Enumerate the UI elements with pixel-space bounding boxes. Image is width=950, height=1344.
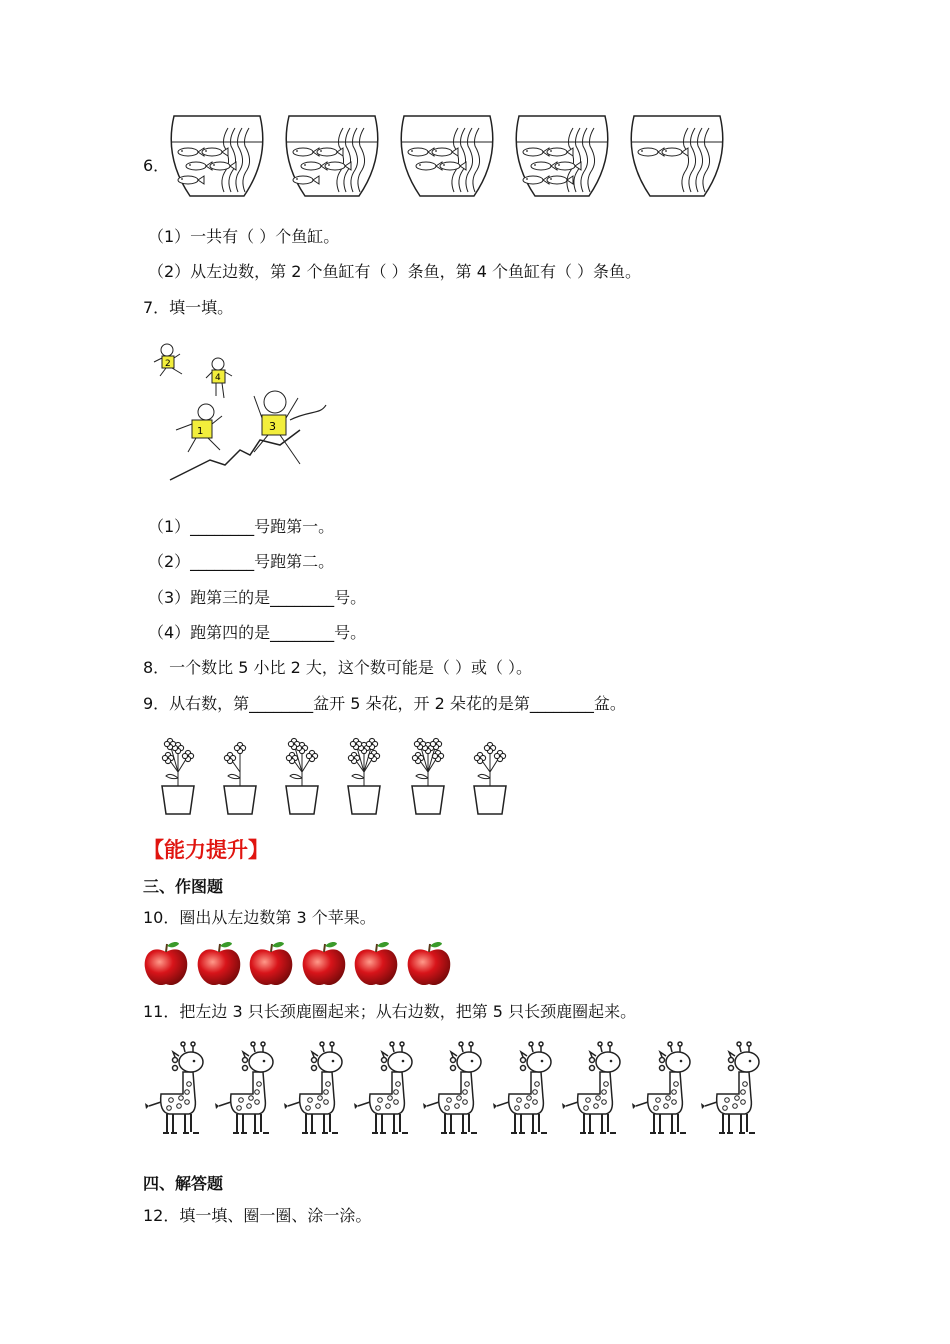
fish-tank-4 — [513, 112, 611, 204]
giraffe-5 — [423, 1042, 487, 1138]
giraffe-spot — [723, 1106, 728, 1111]
giraffe-spot — [308, 1098, 313, 1103]
runner-3 — [254, 391, 300, 464]
giraffe-spot — [725, 1098, 730, 1103]
apple-leaf — [220, 942, 232, 947]
giraffe-spot — [254, 1090, 259, 1095]
giraffe-1 — [145, 1042, 209, 1138]
apple-4 — [301, 940, 347, 988]
leaf — [478, 774, 490, 778]
q6-sub2: （2）从左边数，第 2 个鱼缸有（ ）条鱼，第 4 个鱼缸有（ ）条鱼。 — [148, 262, 642, 281]
giraffe-spot — [741, 1100, 746, 1105]
runner-1 — [176, 404, 222, 452]
q8-text: 8．一个数比 5 小比 2 大，这个数可能是（ ）或（ ）。 — [143, 658, 533, 677]
pot — [348, 786, 380, 814]
giraffe-spot — [445, 1106, 450, 1111]
flower — [484, 742, 495, 753]
giraffe-spot — [655, 1098, 660, 1103]
giraffe-spot — [306, 1106, 311, 1111]
fish-tank-5 — [628, 112, 726, 204]
giraffe-spot — [326, 1082, 331, 1087]
giraffe-3 — [284, 1042, 348, 1138]
giraffe-spot — [524, 1104, 529, 1109]
leaf — [290, 774, 302, 778]
apple-6 — [406, 940, 452, 988]
giraffe-spot — [455, 1104, 460, 1109]
giraffe-spot — [534, 1082, 539, 1087]
giraffe-spot — [584, 1106, 589, 1111]
apple-leaf — [167, 942, 179, 947]
runner-2 — [154, 344, 182, 376]
flower — [162, 752, 173, 763]
apple-leaf — [430, 942, 442, 947]
giraffe-spot — [254, 1100, 259, 1105]
giraffe-spot — [324, 1100, 329, 1105]
giraffe-spot — [248, 1096, 253, 1101]
giraffe-spot — [393, 1100, 398, 1105]
giraffe-spot — [602, 1090, 607, 1095]
q7-sub1: （1）________号跑第一。 — [148, 517, 335, 536]
flower — [494, 750, 505, 761]
giraffe-spot — [663, 1104, 668, 1109]
giraffe-spot — [169, 1098, 174, 1103]
apple-leaf — [377, 942, 389, 947]
pot — [224, 786, 256, 814]
giraffe-spot — [395, 1082, 400, 1087]
leaf — [352, 774, 364, 778]
giraffe-spot — [665, 1096, 670, 1101]
flower-pot-3 — [282, 738, 322, 818]
giraffe-spot — [393, 1090, 398, 1095]
giraffe-spot — [375, 1106, 380, 1111]
runner-3-number: 3 — [269, 420, 276, 433]
q6-sub1: （1）一共有（ ）个鱼缸。 — [148, 227, 340, 246]
giraffe-spot — [514, 1106, 519, 1111]
giraffe-spot — [256, 1082, 261, 1087]
q12-text: 12．填一填、圈一圈、涂一涂。 — [143, 1206, 372, 1225]
giraffe-spot — [743, 1082, 748, 1087]
giraffe-spot — [596, 1096, 601, 1101]
giraffe-spot — [671, 1090, 676, 1095]
flower-pot-6 — [470, 738, 510, 818]
giraffe-spot — [447, 1098, 452, 1103]
giraffe-spot — [177, 1104, 182, 1109]
giraffe-spot — [318, 1096, 323, 1101]
giraffe-spot — [673, 1082, 678, 1087]
giraffe-spot — [167, 1106, 172, 1111]
section-3-heading: 三、作图题 — [143, 877, 224, 896]
giraffe-spot — [463, 1090, 468, 1095]
giraffe-spot — [602, 1100, 607, 1105]
giraffe-spot — [187, 1082, 192, 1087]
giraffe-2 — [215, 1042, 279, 1138]
q10-text: 10．圈出从左边数第 3 个苹果。 — [143, 908, 376, 927]
giraffe-spot — [532, 1100, 537, 1105]
runner-1-number: 1 — [197, 426, 204, 437]
giraffe-spot — [236, 1106, 241, 1111]
q7-title: 7．填一填。 — [143, 298, 234, 317]
giraffe-spot — [526, 1096, 531, 1101]
runner-4-number: 4 — [215, 373, 221, 383]
runner-2-number: 2 — [165, 359, 171, 369]
giraffe-spot — [324, 1090, 329, 1095]
giraffe-spot — [185, 1090, 190, 1095]
giraffe-4 — [354, 1042, 418, 1138]
leaf — [228, 774, 240, 778]
flower — [348, 752, 359, 763]
giraffe-spot — [457, 1096, 462, 1101]
flower-pot-1 — [158, 738, 198, 818]
apple-1 — [143, 940, 189, 988]
runners-picture — [150, 340, 330, 480]
q7-sub2: （2）________号跑第二。 — [148, 552, 335, 571]
giraffe-spot — [377, 1098, 382, 1103]
giraffe-8 — [632, 1042, 696, 1138]
apple-leaf — [325, 942, 337, 947]
flower — [474, 752, 485, 763]
giraffe-spot — [604, 1082, 609, 1087]
giraffe-spot — [586, 1098, 591, 1103]
q9-text: 9．从右数，第________盆开 5 朵花，开 2 朵花的是第________盆。 — [143, 694, 626, 713]
flower-pot-2 — [220, 738, 260, 818]
giraffe-spot — [465, 1082, 470, 1087]
giraffe-spot — [516, 1098, 521, 1103]
apple-leaf — [272, 942, 284, 947]
giraffe-spot — [741, 1090, 746, 1095]
apple-2 — [196, 940, 242, 988]
giraffe-spot — [671, 1100, 676, 1105]
giraffe-spot — [532, 1090, 537, 1095]
section-4-heading: 四、解答题 — [143, 1174, 224, 1193]
fish-tank-3 — [398, 112, 496, 204]
q11-text: 11．把左边 3 只长颈鹿圈起来；从右边数，把第 5 只长颈鹿圈起来。 — [143, 1002, 637, 1021]
giraffe-spot — [238, 1098, 243, 1103]
giraffe-spot — [179, 1096, 184, 1101]
apple-3 — [248, 940, 294, 988]
flower — [224, 752, 235, 763]
giraffe-spot — [185, 1100, 190, 1105]
q7-sub3: （3）跑第三的是________号。 — [148, 588, 367, 607]
giraffe-spot — [735, 1096, 740, 1101]
giraffe-6 — [493, 1042, 557, 1138]
pot — [162, 786, 194, 814]
giraffe-spot — [733, 1104, 738, 1109]
pot — [286, 786, 318, 814]
apple-5 — [353, 940, 399, 988]
fish-tank-2 — [283, 112, 381, 204]
giraffe-spot — [653, 1106, 658, 1111]
giraffe-spot — [463, 1100, 468, 1105]
giraffe-9 — [701, 1042, 765, 1138]
giraffe-spot — [385, 1104, 390, 1109]
q6-number: 6． — [143, 156, 170, 175]
flower — [286, 752, 297, 763]
giraffe-7 — [562, 1042, 626, 1138]
runner-4 — [206, 358, 232, 398]
pot — [412, 786, 444, 814]
giraffe-spot — [316, 1104, 321, 1109]
flower-pot-4 — [344, 738, 384, 818]
flower-pot-5 — [408, 738, 448, 818]
leaf — [416, 774, 428, 778]
flower — [234, 742, 245, 753]
giraffe-spot — [387, 1096, 392, 1101]
giraffe-spot — [594, 1104, 599, 1109]
giraffe-spot — [246, 1104, 251, 1109]
pot — [474, 786, 506, 814]
leaf — [166, 774, 178, 778]
flower — [182, 750, 193, 761]
flower — [306, 750, 317, 761]
q7-sub4: （4）跑第四的是________号。 — [148, 623, 367, 642]
section-ability-heading: 【能力提升】 — [143, 838, 269, 862]
flower — [412, 752, 423, 763]
fish-tank-1 — [168, 112, 266, 204]
